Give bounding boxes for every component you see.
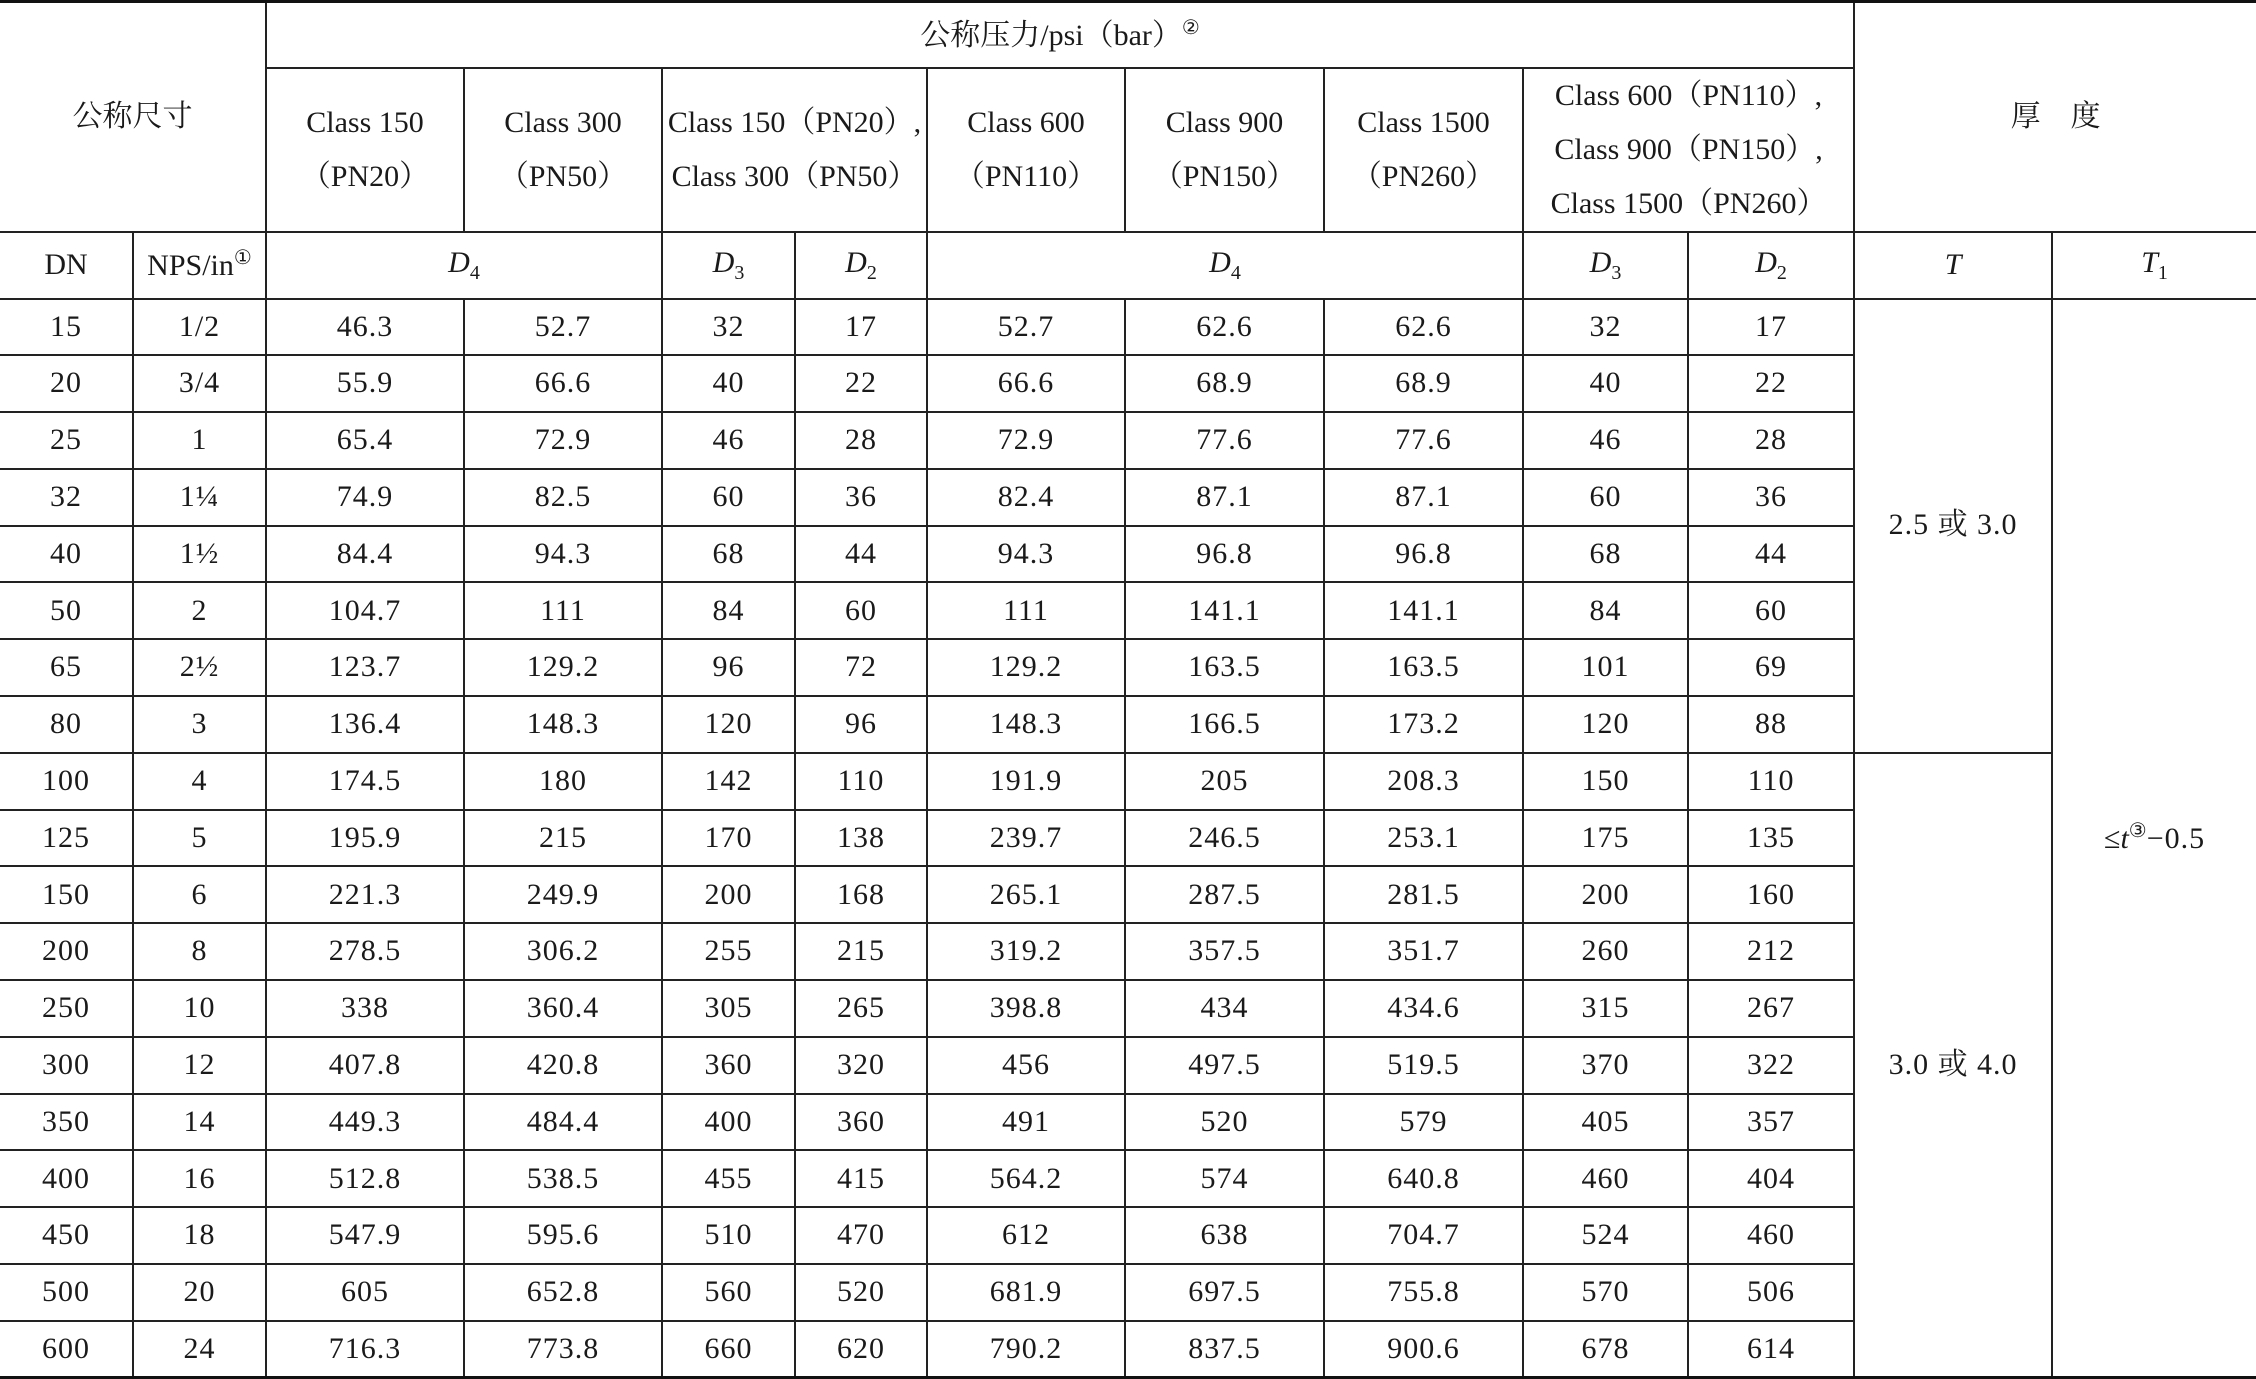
class900-d4-cell: 287.5 bbox=[1125, 866, 1324, 923]
class1500-d4-cell: 281.5 bbox=[1324, 866, 1523, 923]
low-d2-cell: 520 bbox=[795, 1264, 927, 1321]
class150-d4-cell: 174.5 bbox=[266, 753, 464, 810]
nps-cell: 1 bbox=[133, 412, 266, 469]
high-d3-cell: 120 bbox=[1523, 696, 1688, 753]
class900-d4-cell: 520 bbox=[1125, 1094, 1324, 1151]
table-row bbox=[0, 299, 2256, 356]
thickness-header: 厚 度 bbox=[1854, 2, 2256, 232]
class600-d4-cell: 239.7 bbox=[927, 810, 1125, 867]
class900-d4-cell: 68.9 bbox=[1125, 355, 1324, 412]
class600-d4-cell: 66.6 bbox=[927, 355, 1125, 412]
class600-d4-cell: 111 bbox=[927, 582, 1125, 639]
nps-cell: 10 bbox=[133, 980, 266, 1037]
dn-cell: 350 bbox=[0, 1094, 133, 1151]
low-d2-cell: 44 bbox=[795, 526, 927, 583]
d4-header-low: $D_4$ bbox=[266, 232, 662, 299]
high-d3-cell: 40 bbox=[1523, 355, 1688, 412]
class-900-header: Class 900 （PN150） bbox=[1125, 68, 1324, 232]
nps-header: NPS/in① bbox=[133, 232, 266, 299]
nps-cell: 14 bbox=[133, 1094, 266, 1151]
low-d3-cell: 96 bbox=[662, 639, 795, 696]
class300-d4-cell: 420.8 bbox=[464, 1037, 662, 1094]
class900-d4-cell: 357.5 bbox=[1125, 923, 1324, 980]
class1500-d4-cell: 519.5 bbox=[1324, 1037, 1523, 1094]
nps-cell: 12 bbox=[133, 1037, 266, 1094]
low-d3-cell: 455 bbox=[662, 1150, 795, 1207]
class600-d4-cell: 72.9 bbox=[927, 412, 1125, 469]
class600-d4-cell: 265.1 bbox=[927, 866, 1125, 923]
low-d3-cell: 170 bbox=[662, 810, 795, 867]
high-d3-cell: 370 bbox=[1523, 1037, 1688, 1094]
class1500-d4-cell: 77.6 bbox=[1324, 412, 1523, 469]
d2-header-high: $D_2$ bbox=[1688, 232, 1854, 299]
high-d3-cell: 405 bbox=[1523, 1094, 1688, 1151]
dn-header: DN bbox=[0, 232, 133, 299]
high-d3-cell: 315 bbox=[1523, 980, 1688, 1037]
nominal-pressure-header: 公称压力/psi（bar）② bbox=[266, 2, 1854, 68]
high-d3-cell: 32 bbox=[1523, 299, 1688, 356]
class1500-d4-cell: 434.6 bbox=[1324, 980, 1523, 1037]
class300-d4-cell: 111 bbox=[464, 582, 662, 639]
dn-cell: 500 bbox=[0, 1264, 133, 1321]
low-d3-cell: 60 bbox=[662, 469, 795, 526]
high-d2-cell: 135 bbox=[1688, 810, 1854, 867]
d3-header-low: $D_3$ bbox=[662, 232, 795, 299]
high-d3-cell: 46 bbox=[1523, 412, 1688, 469]
class-600-900-1500-header: Class 600（PN110）, Class 900（PN150）, Class 1500（PN260） bbox=[1523, 68, 1854, 232]
high-d3-cell: 101 bbox=[1523, 639, 1688, 696]
class1500-d4-cell: 253.1 bbox=[1324, 810, 1523, 867]
low-d3-cell: 68 bbox=[662, 526, 795, 583]
dn-cell: 125 bbox=[0, 810, 133, 867]
high-d2-cell: 160 bbox=[1688, 866, 1854, 923]
low-d2-cell: 360 bbox=[795, 1094, 927, 1151]
nps-cell: 3/4 bbox=[133, 355, 266, 412]
class600-d4-cell: 148.3 bbox=[927, 696, 1125, 753]
low-d2-cell: 215 bbox=[795, 923, 927, 980]
low-d2-cell: 320 bbox=[795, 1037, 927, 1094]
class600-d4-cell: 491 bbox=[927, 1094, 1125, 1151]
low-d2-cell: 36 bbox=[795, 469, 927, 526]
class-600-header: Class 600 （PN110） bbox=[927, 68, 1125, 232]
class900-d4-cell: 434 bbox=[1125, 980, 1324, 1037]
nps-cell: 6 bbox=[133, 866, 266, 923]
nps-cell: 1/2 bbox=[133, 299, 266, 356]
class1500-d4-cell: 87.1 bbox=[1324, 469, 1523, 526]
high-d3-cell: 460 bbox=[1523, 1150, 1688, 1207]
class1500-d4-cell: 579 bbox=[1324, 1094, 1523, 1151]
class900-d4-cell: 497.5 bbox=[1125, 1037, 1324, 1094]
low-d2-cell: 415 bbox=[795, 1150, 927, 1207]
low-d2-cell: 168 bbox=[795, 866, 927, 923]
class300-d4-cell: 360.4 bbox=[464, 980, 662, 1037]
header-row-pressure bbox=[0, 2, 2256, 68]
class1500-d4-cell: 173.2 bbox=[1324, 696, 1523, 753]
nps-cell: 4 bbox=[133, 753, 266, 810]
d4-header-high: $D_4$ bbox=[927, 232, 1523, 299]
class150-d4-cell: 136.4 bbox=[266, 696, 464, 753]
low-d3-cell: 142 bbox=[662, 753, 795, 810]
class150-d4-cell: 65.4 bbox=[266, 412, 464, 469]
d2-header-low: $D_2$ bbox=[795, 232, 927, 299]
class150-d4-cell: 84.4 bbox=[266, 526, 464, 583]
class300-d4-cell: 306.2 bbox=[464, 923, 662, 980]
class150-d4-cell: 449.3 bbox=[266, 1094, 464, 1151]
class150-d4-cell: 605 bbox=[266, 1264, 464, 1321]
class1500-d4-cell: 755.8 bbox=[1324, 1264, 1523, 1321]
dn-cell: 450 bbox=[0, 1207, 133, 1264]
class1500-d4-cell: 68.9 bbox=[1324, 355, 1523, 412]
thickness-t-small-cell: 2.5 或 3.0 bbox=[1854, 299, 2052, 753]
dn-cell: 40 bbox=[0, 526, 133, 583]
high-d2-cell: 44 bbox=[1688, 526, 1854, 583]
nps-cell: 8 bbox=[133, 923, 266, 980]
class600-d4-cell: 681.9 bbox=[927, 1264, 1125, 1321]
dn-cell: 15 bbox=[0, 299, 133, 356]
d3-header-high: $D_3$ bbox=[1523, 232, 1688, 299]
class150-d4-cell: 221.3 bbox=[266, 866, 464, 923]
class300-d4-cell: 484.4 bbox=[464, 1094, 662, 1151]
nps-cell: 2½ bbox=[133, 639, 266, 696]
t1-header: $T_1$ bbox=[2052, 232, 2256, 299]
high-d2-cell: 28 bbox=[1688, 412, 1854, 469]
class600-d4-cell: 398.8 bbox=[927, 980, 1125, 1037]
class150-d4-cell: 55.9 bbox=[266, 355, 464, 412]
dn-cell: 200 bbox=[0, 923, 133, 980]
class900-d4-cell: 166.5 bbox=[1125, 696, 1324, 753]
footnote-mark: ② bbox=[1181, 16, 1200, 39]
thickness-t1-cell: ≤t③−0.5 bbox=[2052, 299, 2256, 1378]
class300-d4-cell: 72.9 bbox=[464, 412, 662, 469]
class900-d4-cell: 62.6 bbox=[1125, 299, 1324, 356]
low-d2-cell: 265 bbox=[795, 980, 927, 1037]
high-d2-cell: 614 bbox=[1688, 1321, 1854, 1378]
dn-cell: 250 bbox=[0, 980, 133, 1037]
header-row-symbols bbox=[0, 232, 2256, 299]
high-d2-cell: 110 bbox=[1688, 753, 1854, 810]
high-d3-cell: 60 bbox=[1523, 469, 1688, 526]
dn-cell: 25 bbox=[0, 412, 133, 469]
class300-d4-cell: 66.6 bbox=[464, 355, 662, 412]
class1500-d4-cell: 208.3 bbox=[1324, 753, 1523, 810]
high-d2-cell: 506 bbox=[1688, 1264, 1854, 1321]
high-d2-cell: 69 bbox=[1688, 639, 1854, 696]
low-d2-cell: 138 bbox=[795, 810, 927, 867]
class1500-d4-cell: 62.6 bbox=[1324, 299, 1523, 356]
class600-d4-cell: 319.2 bbox=[927, 923, 1125, 980]
low-d2-cell: 17 bbox=[795, 299, 927, 356]
dn-cell: 600 bbox=[0, 1321, 133, 1378]
class1500-d4-cell: 96.8 bbox=[1324, 526, 1523, 583]
class-300-header: Class 300 （PN50） bbox=[464, 68, 662, 232]
low-d2-cell: 72 bbox=[795, 639, 927, 696]
high-d3-cell: 175 bbox=[1523, 810, 1688, 867]
nps-cell: 1½ bbox=[133, 526, 266, 583]
class300-d4-cell: 82.5 bbox=[464, 469, 662, 526]
low-d2-cell: 110 bbox=[795, 753, 927, 810]
class300-d4-cell: 180 bbox=[464, 753, 662, 810]
class-1500-header: Class 1500 （PN260） bbox=[1324, 68, 1523, 232]
low-d3-cell: 40 bbox=[662, 355, 795, 412]
class1500-d4-cell: 141.1 bbox=[1324, 582, 1523, 639]
low-d2-cell: 22 bbox=[795, 355, 927, 412]
nps-cell: 24 bbox=[133, 1321, 266, 1378]
class150-d4-cell: 716.3 bbox=[266, 1321, 464, 1378]
high-d3-cell: 678 bbox=[1523, 1321, 1688, 1378]
nps-cell: 2 bbox=[133, 582, 266, 639]
class300-d4-cell: 652.8 bbox=[464, 1264, 662, 1321]
low-d3-cell: 200 bbox=[662, 866, 795, 923]
nps-cell: 18 bbox=[133, 1207, 266, 1264]
class-150-300-header: Class 150（PN20）, Class 300（PN50） bbox=[662, 68, 927, 232]
high-d2-cell: 404 bbox=[1688, 1150, 1854, 1207]
low-d3-cell: 46 bbox=[662, 412, 795, 469]
class150-d4-cell: 338 bbox=[266, 980, 464, 1037]
class1500-d4-cell: 704.7 bbox=[1324, 1207, 1523, 1264]
class1500-d4-cell: 163.5 bbox=[1324, 639, 1523, 696]
class1500-d4-cell: 640.8 bbox=[1324, 1150, 1523, 1207]
class300-d4-cell: 773.8 bbox=[464, 1321, 662, 1378]
t-header: T bbox=[1854, 232, 2052, 299]
low-d3-cell: 560 bbox=[662, 1264, 795, 1321]
class600-d4-cell: 456 bbox=[927, 1037, 1125, 1094]
class150-d4-cell: 104.7 bbox=[266, 582, 464, 639]
dn-cell: 100 bbox=[0, 753, 133, 810]
dn-cell: 50 bbox=[0, 582, 133, 639]
dn-cell: 65 bbox=[0, 639, 133, 696]
class1500-d4-cell: 351.7 bbox=[1324, 923, 1523, 980]
high-d3-cell: 570 bbox=[1523, 1264, 1688, 1321]
low-d3-cell: 120 bbox=[662, 696, 795, 753]
high-d2-cell: 36 bbox=[1688, 469, 1854, 526]
class900-d4-cell: 163.5 bbox=[1125, 639, 1324, 696]
low-d2-cell: 60 bbox=[795, 582, 927, 639]
high-d3-cell: 68 bbox=[1523, 526, 1688, 583]
high-d3-cell: 84 bbox=[1523, 582, 1688, 639]
low-d3-cell: 660 bbox=[662, 1321, 795, 1378]
low-d2-cell: 28 bbox=[795, 412, 927, 469]
class150-d4-cell: 195.9 bbox=[266, 810, 464, 867]
class600-d4-cell: 82.4 bbox=[927, 469, 1125, 526]
high-d2-cell: 88 bbox=[1688, 696, 1854, 753]
low-d2-cell: 620 bbox=[795, 1321, 927, 1378]
dn-cell: 32 bbox=[0, 469, 133, 526]
low-d3-cell: 510 bbox=[662, 1207, 795, 1264]
low-d2-cell: 96 bbox=[795, 696, 927, 753]
class900-d4-cell: 77.6 bbox=[1125, 412, 1324, 469]
high-d2-cell: 22 bbox=[1688, 355, 1854, 412]
class-150-header: Class 150 （PN20） bbox=[266, 68, 464, 232]
class300-d4-cell: 215 bbox=[464, 810, 662, 867]
class150-d4-cell: 547.9 bbox=[266, 1207, 464, 1264]
class600-d4-cell: 790.2 bbox=[927, 1321, 1125, 1378]
high-d2-cell: 460 bbox=[1688, 1207, 1854, 1264]
class300-d4-cell: 148.3 bbox=[464, 696, 662, 753]
high-d2-cell: 267 bbox=[1688, 980, 1854, 1037]
class300-d4-cell: 129.2 bbox=[464, 639, 662, 696]
class150-d4-cell: 46.3 bbox=[266, 299, 464, 356]
high-d2-cell: 60 bbox=[1688, 582, 1854, 639]
dn-cell: 300 bbox=[0, 1037, 133, 1094]
low-d3-cell: 84 bbox=[662, 582, 795, 639]
thickness-t-large-cell: 3.0 或 4.0 bbox=[1854, 753, 2052, 1378]
class1500-d4-cell: 900.6 bbox=[1324, 1321, 1523, 1378]
table-row bbox=[0, 753, 2256, 810]
class900-d4-cell: 638 bbox=[1125, 1207, 1324, 1264]
low-d3-cell: 305 bbox=[662, 980, 795, 1037]
class600-d4-cell: 564.2 bbox=[927, 1150, 1125, 1207]
class600-d4-cell: 612 bbox=[927, 1207, 1125, 1264]
class150-d4-cell: 407.8 bbox=[266, 1037, 464, 1094]
class150-d4-cell: 512.8 bbox=[266, 1150, 464, 1207]
high-d2-cell: 322 bbox=[1688, 1037, 1854, 1094]
class600-d4-cell: 52.7 bbox=[927, 299, 1125, 356]
high-d2-cell: 212 bbox=[1688, 923, 1854, 980]
nps-cell: 16 bbox=[133, 1150, 266, 1207]
class150-d4-cell: 123.7 bbox=[266, 639, 464, 696]
class900-d4-cell: 96.8 bbox=[1125, 526, 1324, 583]
class300-d4-cell: 595.6 bbox=[464, 1207, 662, 1264]
dn-cell: 400 bbox=[0, 1150, 133, 1207]
dn-cell: 20 bbox=[0, 355, 133, 412]
nps-cell: 5 bbox=[133, 810, 266, 867]
high-d2-cell: 17 bbox=[1688, 299, 1854, 356]
class900-d4-cell: 574 bbox=[1125, 1150, 1324, 1207]
class900-d4-cell: 141.1 bbox=[1125, 582, 1324, 639]
low-d2-cell: 470 bbox=[795, 1207, 927, 1264]
class900-d4-cell: 205 bbox=[1125, 753, 1324, 810]
low-d3-cell: 360 bbox=[662, 1037, 795, 1094]
class300-d4-cell: 249.9 bbox=[464, 866, 662, 923]
nps-cell: 20 bbox=[133, 1264, 266, 1321]
class300-d4-cell: 538.5 bbox=[464, 1150, 662, 1207]
class900-d4-cell: 837.5 bbox=[1125, 1321, 1324, 1378]
class900-d4-cell: 87.1 bbox=[1125, 469, 1324, 526]
high-d3-cell: 260 bbox=[1523, 923, 1688, 980]
high-d3-cell: 150 bbox=[1523, 753, 1688, 810]
class300-d4-cell: 94.3 bbox=[464, 526, 662, 583]
high-d3-cell: 200 bbox=[1523, 866, 1688, 923]
low-d3-cell: 32 bbox=[662, 299, 795, 356]
nps-cell: 3 bbox=[133, 696, 266, 753]
class900-d4-cell: 697.5 bbox=[1125, 1264, 1324, 1321]
low-d3-cell: 400 bbox=[662, 1094, 795, 1151]
class600-d4-cell: 129.2 bbox=[927, 639, 1125, 696]
class600-d4-cell: 191.9 bbox=[927, 753, 1125, 810]
nominal-size-header: 公称尺寸 bbox=[0, 2, 266, 232]
class300-d4-cell: 52.7 bbox=[464, 299, 662, 356]
class150-d4-cell: 278.5 bbox=[266, 923, 464, 980]
dn-cell: 80 bbox=[0, 696, 133, 753]
high-d2-cell: 357 bbox=[1688, 1094, 1854, 1151]
class150-d4-cell: 74.9 bbox=[266, 469, 464, 526]
nps-cell: 1¼ bbox=[133, 469, 266, 526]
class900-d4-cell: 246.5 bbox=[1125, 810, 1324, 867]
dn-cell: 150 bbox=[0, 866, 133, 923]
class600-d4-cell: 94.3 bbox=[927, 526, 1125, 583]
high-d3-cell: 524 bbox=[1523, 1207, 1688, 1264]
low-d3-cell: 255 bbox=[662, 923, 795, 980]
